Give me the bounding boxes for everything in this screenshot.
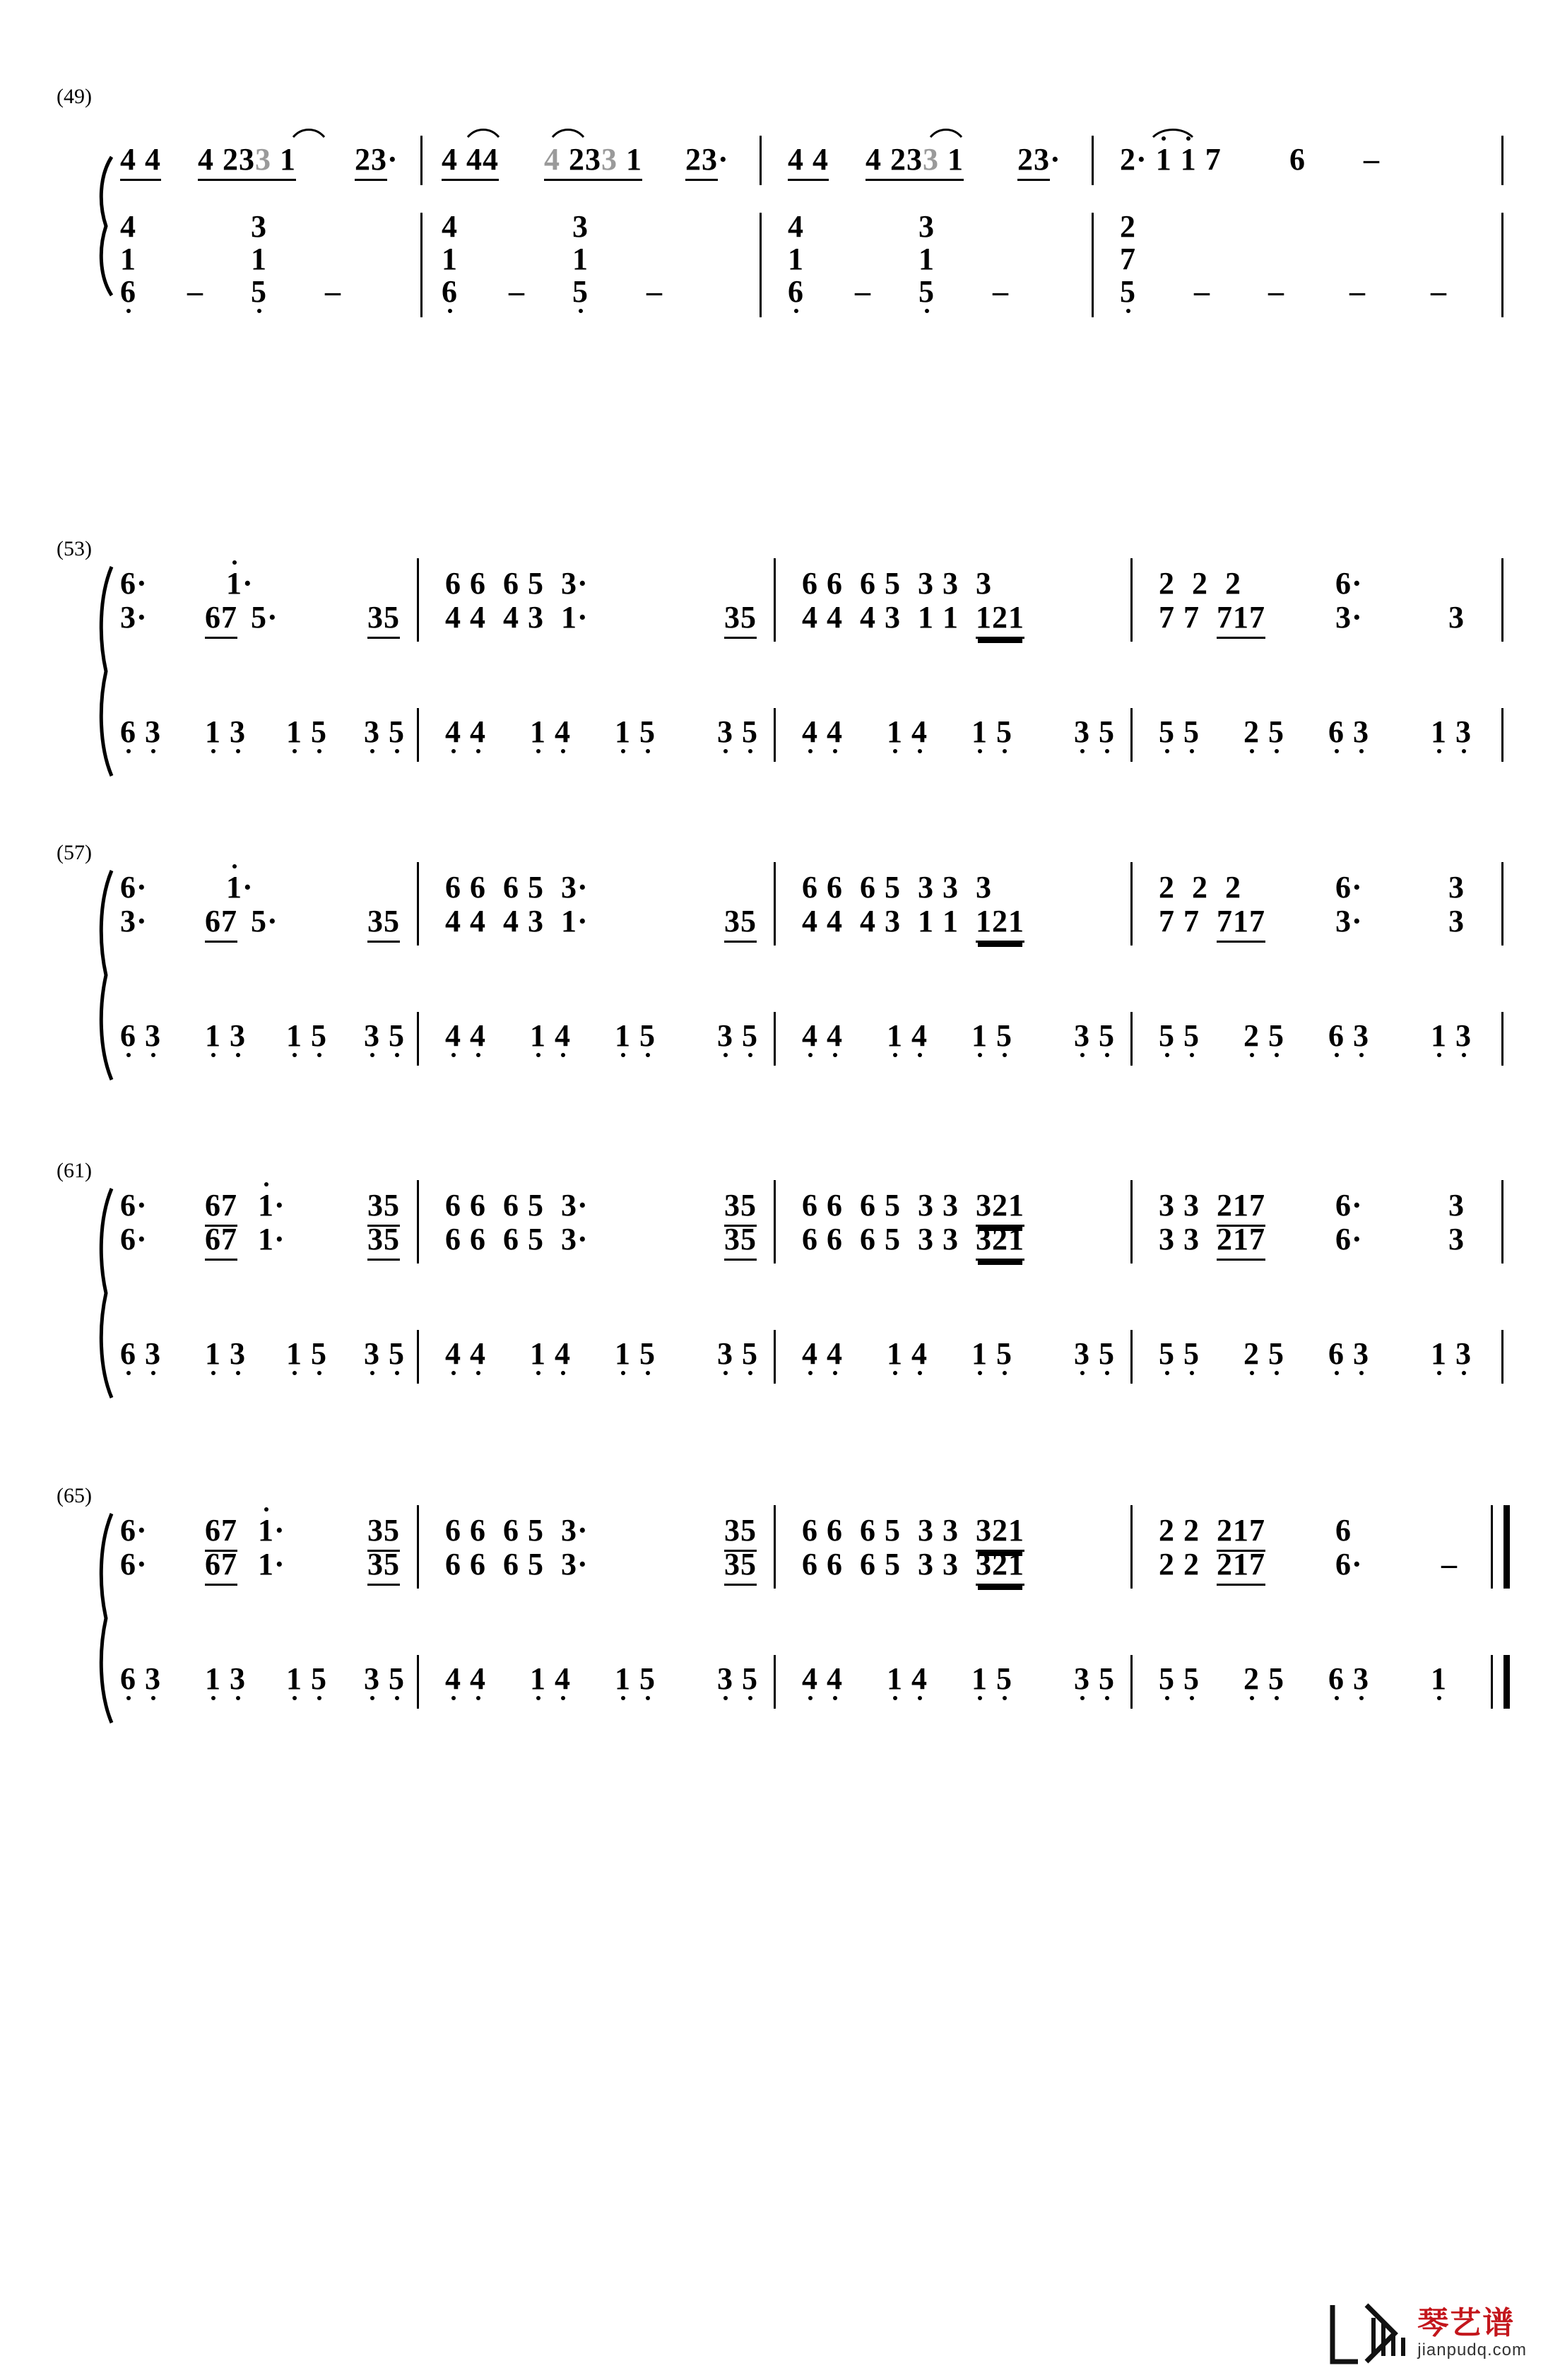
note-group: 3·: [1335, 600, 1363, 635]
note-group: 23: [355, 142, 387, 181]
note-group: 35: [724, 599, 757, 636]
note-group: 1 4: [530, 1018, 571, 1053]
final-barline: [1503, 1655, 1510, 1709]
barline: [774, 1655, 776, 1709]
note-group: 2 2 2: [1159, 870, 1241, 905]
slur-icon: [551, 126, 585, 140]
note-group: 4 4: [788, 142, 829, 181]
note-group: 1 3: [1431, 1336, 1472, 1371]
note-group: 6 3: [1328, 714, 1369, 749]
note-group: 6 3: [1328, 1336, 1369, 1371]
note-group: 67: [205, 1512, 237, 1549]
note-row: [120, 1187, 1498, 1221]
note-group: 1·: [258, 1188, 285, 1223]
note-group: 4 4 4 3 1·: [445, 600, 589, 635]
note-group: 6 3: [120, 1018, 161, 1053]
slur-icon: [466, 126, 500, 140]
note-group: 6 6 6 5 3·: [445, 1222, 589, 1256]
note-group: 3 5: [364, 1661, 405, 1696]
note-group: 4 44: [442, 142, 499, 181]
note-group: 5 5: [1159, 714, 1200, 749]
note-row: [120, 208, 1498, 244]
barline: [420, 136, 423, 185]
note-group: 1 5: [286, 1661, 327, 1696]
note-group: 3 5: [717, 1336, 758, 1371]
note-group: 6 6 6 5 3·: [445, 566, 589, 601]
barline: [417, 708, 419, 762]
note-group: 6 6 6 5 3·: [445, 1513, 589, 1548]
staff-61-left-hand: [120, 1336, 1498, 1385]
note-group: –: [993, 274, 1009, 309]
system-brace-57: [93, 869, 117, 1081]
logo-icon: [1327, 2299, 1412, 2367]
note-row: [120, 241, 1498, 276]
note-group: 4 4: [120, 142, 161, 181]
barline: [1491, 1655, 1493, 1709]
note-group: 6: [442, 274, 458, 309]
note-group: 4 4: [802, 714, 843, 749]
barline: [1501, 1180, 1503, 1263]
note-group: 3 5: [1074, 714, 1115, 749]
note-group: –: [509, 274, 525, 309]
note-group: 4 4: [802, 1661, 843, 1696]
note-group: 1 3: [205, 1661, 246, 1696]
note-group: –: [325, 274, 341, 309]
staff-49-left-hand: [120, 208, 1498, 316]
note-group: 67: [205, 903, 237, 940]
note-group: 3: [1448, 904, 1465, 938]
barline: [1501, 136, 1503, 185]
note-group: 5 5: [1159, 1018, 1200, 1053]
note-group: 1 5: [615, 1336, 656, 1371]
note-group: 5·: [251, 600, 278, 635]
note-group: 35: [724, 1221, 757, 1258]
note-group: 6 6 6 5 3 3 3: [802, 566, 992, 601]
note-group: 3 3 217: [1159, 1221, 1265, 1258]
note-group: 1: [442, 242, 458, 276]
note-row: [120, 1336, 1498, 1385]
note-group: 5·: [251, 904, 278, 938]
note-group: 6 3: [120, 714, 161, 749]
note-group: 3: [572, 209, 589, 244]
note-row: [120, 903, 1498, 953]
barline: [1130, 1505, 1133, 1589]
note-group: –: [1364, 142, 1380, 177]
note-group: 4 4: [445, 1661, 486, 1696]
note-group: 4: [442, 209, 458, 244]
barline: [760, 213, 762, 317]
barline: [417, 558, 419, 642]
note-group: 3: [1448, 600, 1465, 635]
note-group: 6 6 6 5 3 3 3: [802, 870, 992, 905]
note-group: 5 5: [1159, 1336, 1200, 1371]
note-group: –: [855, 274, 871, 309]
note-row: [120, 714, 1498, 763]
note-group: 4 4 4 3 1 1 121: [802, 903, 1024, 940]
note-group: 5: [918, 274, 935, 309]
note-group: 6·: [1335, 870, 1363, 905]
barline: [1130, 1655, 1133, 1709]
barline: [1130, 558, 1133, 642]
note-group: 7 7 717: [1159, 599, 1265, 636]
note-group: 2 5: [1243, 1661, 1284, 1696]
note-group: 6: [120, 274, 136, 309]
note-group: 2· 1 1 7: [1120, 142, 1222, 177]
note-group: 3 5: [1074, 1661, 1115, 1696]
note-row: [120, 1221, 1498, 1271]
note-group: 1 5: [971, 1018, 1012, 1053]
note-group: 1: [120, 242, 136, 276]
note-group: 35: [724, 1187, 757, 1224]
note-group: 2 5: [1243, 1336, 1284, 1371]
note-group: 1 3: [205, 1018, 246, 1053]
note-group: –: [1349, 274, 1366, 309]
note-group: 3 5: [717, 1661, 758, 1696]
note-group: 4: [788, 209, 804, 244]
note-group: 35: [367, 1187, 400, 1224]
note-group: 3 5: [1074, 1336, 1115, 1371]
note-group: 3 5: [364, 1336, 405, 1371]
staff-57-left-hand: [120, 1018, 1498, 1067]
barline: [774, 1180, 776, 1263]
barline: [1130, 1180, 1133, 1263]
slur-icon: [292, 126, 326, 140]
note-group: 1 5: [615, 1661, 656, 1696]
barline: [774, 1330, 776, 1384]
barline: [1501, 1330, 1503, 1384]
barline: [1501, 1012, 1503, 1066]
note-group: 1·: [226, 566, 254, 601]
note-group: 6 6 6 5 3 3 321: [802, 1546, 1024, 1583]
note-group: 1·: [226, 870, 254, 905]
barline: [774, 708, 776, 762]
note-group: 1 5: [971, 1336, 1012, 1371]
note-group: 6 6 6 5 3·: [445, 1547, 589, 1581]
barline: [1130, 1012, 1133, 1066]
note-group: 6 6 6 5 3 3 321: [802, 1187, 1024, 1224]
note-group: 6: [788, 274, 804, 309]
note-group: 7: [1120, 242, 1136, 276]
note-group: 1 3: [1431, 714, 1472, 749]
watermark-text: [1417, 2308, 1527, 2359]
note-group: 6·: [1335, 1547, 1363, 1581]
note-group: 6: [1335, 1513, 1352, 1548]
note-group: 4 233 1: [544, 142, 642, 181]
note-group: 1·: [258, 1513, 285, 1548]
note-group: 1 5: [971, 1661, 1012, 1696]
barline: [417, 1330, 419, 1384]
note-group: 1: [788, 242, 804, 276]
note-group: 3 5: [717, 1018, 758, 1053]
note-row: [120, 273, 1498, 316]
note-group: 1 4: [887, 1018, 928, 1053]
note-group: 35: [724, 1512, 757, 1549]
note-group: 6 3: [120, 1336, 161, 1371]
measure-number-53: (53): [57, 537, 92, 560]
note-group: 5: [572, 274, 589, 309]
note-row: [120, 599, 1498, 649]
barline: [774, 558, 776, 642]
note-group: 1 5: [286, 1336, 327, 1371]
note-group: –: [1194, 274, 1210, 309]
note-row: [120, 1018, 1498, 1067]
barline: [774, 862, 776, 945]
note-group: 3 5: [717, 714, 758, 749]
staff-65-right-hand: [120, 1512, 1498, 1596]
note-group: 2 5: [1243, 714, 1284, 749]
note-group: 35: [367, 1512, 400, 1549]
note-group: 3: [1448, 1188, 1465, 1223]
note-group: 6 3: [1328, 1018, 1369, 1053]
note-group: 1 3: [205, 714, 246, 749]
note-group: 6 6 6 5 3 3 321: [802, 1512, 1024, 1549]
note-group: 3 5: [364, 1018, 405, 1053]
note-group: 23: [1017, 142, 1050, 181]
final-barline: [1503, 1505, 1510, 1589]
note-group: –: [1441, 1547, 1458, 1581]
dot: ·: [1050, 142, 1061, 177]
note-group: 4 4: [802, 1018, 843, 1053]
dot: ·: [387, 142, 398, 177]
note-group: 1 4: [530, 714, 571, 749]
barline: [1092, 136, 1094, 185]
note-group: 35: [367, 1221, 400, 1258]
note-group: 5 5: [1159, 1661, 1200, 1696]
note-group: 6·: [120, 1188, 148, 1223]
note-group: 1 5: [286, 1018, 327, 1053]
note-group: 67: [205, 1221, 237, 1258]
note-group: 1 3: [1431, 1018, 1472, 1053]
note-group: 4 4 4 3 1 1 121: [802, 599, 1024, 636]
note-group: 23: [685, 142, 718, 181]
barline: [1130, 708, 1133, 762]
note-group: 6 3: [1328, 1661, 1369, 1696]
barline: [1491, 1505, 1493, 1589]
system-brace-49: [93, 155, 117, 297]
note-group: 1 5: [286, 714, 327, 749]
barline: [760, 136, 762, 185]
note-group: 6 6 6 5 3·: [445, 1188, 589, 1223]
note-group: 5: [1120, 274, 1136, 309]
note-group: 6·: [1335, 1222, 1363, 1256]
note-group: 5: [251, 274, 267, 309]
barline: [774, 1012, 776, 1066]
note-group: 4 4: [445, 1336, 486, 1371]
barline: [420, 213, 423, 317]
note-group: 1 4: [530, 1336, 571, 1371]
note-group: 3: [1448, 870, 1465, 905]
note-group: 3·: [1335, 904, 1363, 938]
note-group: 67: [205, 599, 237, 636]
note-group: 4: [120, 209, 136, 244]
measure-number-49: (49): [57, 85, 92, 108]
note-group: –: [1268, 274, 1284, 309]
note-row: [120, 1661, 1498, 1710]
note-group: 1: [1431, 1661, 1447, 1696]
barline: [1501, 708, 1503, 762]
barline: [1130, 862, 1133, 945]
note-group: 4 233 1: [865, 142, 964, 181]
note-group: 1: [572, 242, 589, 276]
barline: [417, 862, 419, 945]
barline: [417, 1505, 419, 1589]
note-group: 3·: [120, 904, 148, 938]
note-group: 1 5: [615, 1018, 656, 1053]
system-brace-53: [93, 565, 117, 777]
note-group: 6 6 6 5 3 3 321: [802, 1221, 1024, 1258]
barline: [774, 1505, 776, 1589]
barline: [1092, 213, 1094, 317]
note-group: 6·: [120, 1222, 148, 1256]
note-group: –: [187, 274, 203, 309]
note-group: 67: [205, 1546, 237, 1583]
note-row: [120, 1546, 1498, 1596]
barline: [417, 1180, 419, 1263]
system-brace-65: [93, 1512, 117, 1724]
watermark: [1327, 2299, 1527, 2367]
note-group: 35: [367, 903, 400, 940]
note-group: 3: [918, 209, 935, 244]
staff-57-right-hand: [120, 869, 1498, 953]
note-group: 6: [1289, 142, 1306, 177]
staff-61-right-hand: [120, 1187, 1498, 1271]
note-row: [120, 141, 1498, 191]
barline: [1501, 213, 1503, 317]
note-group: 1 4: [887, 1661, 928, 1696]
note-group: 2 2 217: [1159, 1546, 1265, 1583]
watermark-url: jianpudq.com: [1417, 2340, 1527, 2360]
note-group: 1 4: [530, 1661, 571, 1696]
measure-number-57: (57): [57, 841, 92, 864]
staff-53-left-hand: [120, 714, 1498, 763]
note-row: [120, 869, 1498, 903]
note-group: 2: [1120, 209, 1136, 244]
note-group: 4 4: [802, 1336, 843, 1371]
measure-number-61: (61): [57, 1159, 92, 1182]
note-group: 4 4: [445, 714, 486, 749]
watermark-title: 琴艺谱: [1417, 2306, 1515, 2340]
note-group: 1·: [258, 1547, 285, 1581]
note-group: 6·: [120, 566, 148, 601]
barline: [1501, 558, 1503, 642]
note-group: 6·: [120, 1547, 148, 1581]
note-group: 3 3 217: [1159, 1187, 1265, 1224]
barline: [417, 1655, 419, 1709]
note-group: 4 4 4 3 1·: [445, 904, 589, 938]
note-row: [120, 565, 1498, 599]
note-group: 3·: [120, 600, 148, 635]
note-group: –: [646, 274, 663, 309]
note-group: 6 3: [120, 1661, 161, 1696]
note-group: 1 5: [615, 714, 656, 749]
staff-65-left-hand: [120, 1661, 1498, 1710]
note-group: –: [1431, 274, 1447, 309]
note-group: 1: [918, 242, 935, 276]
staff-49-right-hand: [120, 141, 1498, 191]
note-group: 6·: [1335, 1188, 1363, 1223]
note-group: 1: [251, 242, 267, 276]
note-group: 1·: [258, 1222, 285, 1256]
note-group: 6 6 6 5 3·: [445, 870, 589, 905]
note-group: 3: [1448, 1222, 1465, 1256]
note-group: 6·: [1335, 566, 1363, 601]
note-group: 4 233 1: [198, 142, 296, 181]
barline: [1501, 862, 1503, 945]
note-group: 7 7 717: [1159, 903, 1265, 940]
staff-53-right-hand: [120, 565, 1498, 649]
note-group: 35: [724, 903, 757, 940]
note-group: 3 5: [1074, 1018, 1115, 1053]
note-group: 1 5: [971, 714, 1012, 749]
note-group: 1 4: [887, 714, 928, 749]
note-group: 4 4: [445, 1018, 486, 1053]
note-group: 2 2 217: [1159, 1512, 1265, 1549]
note-group: 35: [367, 1546, 400, 1583]
barline: [1130, 1330, 1133, 1384]
note-group: 1 4: [887, 1336, 928, 1371]
barline: [417, 1012, 419, 1066]
note-group: 35: [367, 599, 400, 636]
slur-icon: [929, 126, 963, 140]
note-group: 2 2 2: [1159, 566, 1241, 601]
note-group: 6·: [120, 1513, 148, 1548]
note-group: 2 5: [1243, 1018, 1284, 1053]
note-row: [120, 1512, 1498, 1546]
note-group: 1 3: [205, 1336, 246, 1371]
note-group: 3: [251, 209, 267, 244]
note-group: 35: [724, 1546, 757, 1583]
note-group: 6·: [120, 870, 148, 905]
measure-number-65: (65): [57, 1484, 92, 1507]
note-group: 3 5: [364, 714, 405, 749]
system-brace-61: [93, 1187, 117, 1399]
note-group: 67: [205, 1187, 237, 1224]
dot: ·: [718, 142, 729, 177]
